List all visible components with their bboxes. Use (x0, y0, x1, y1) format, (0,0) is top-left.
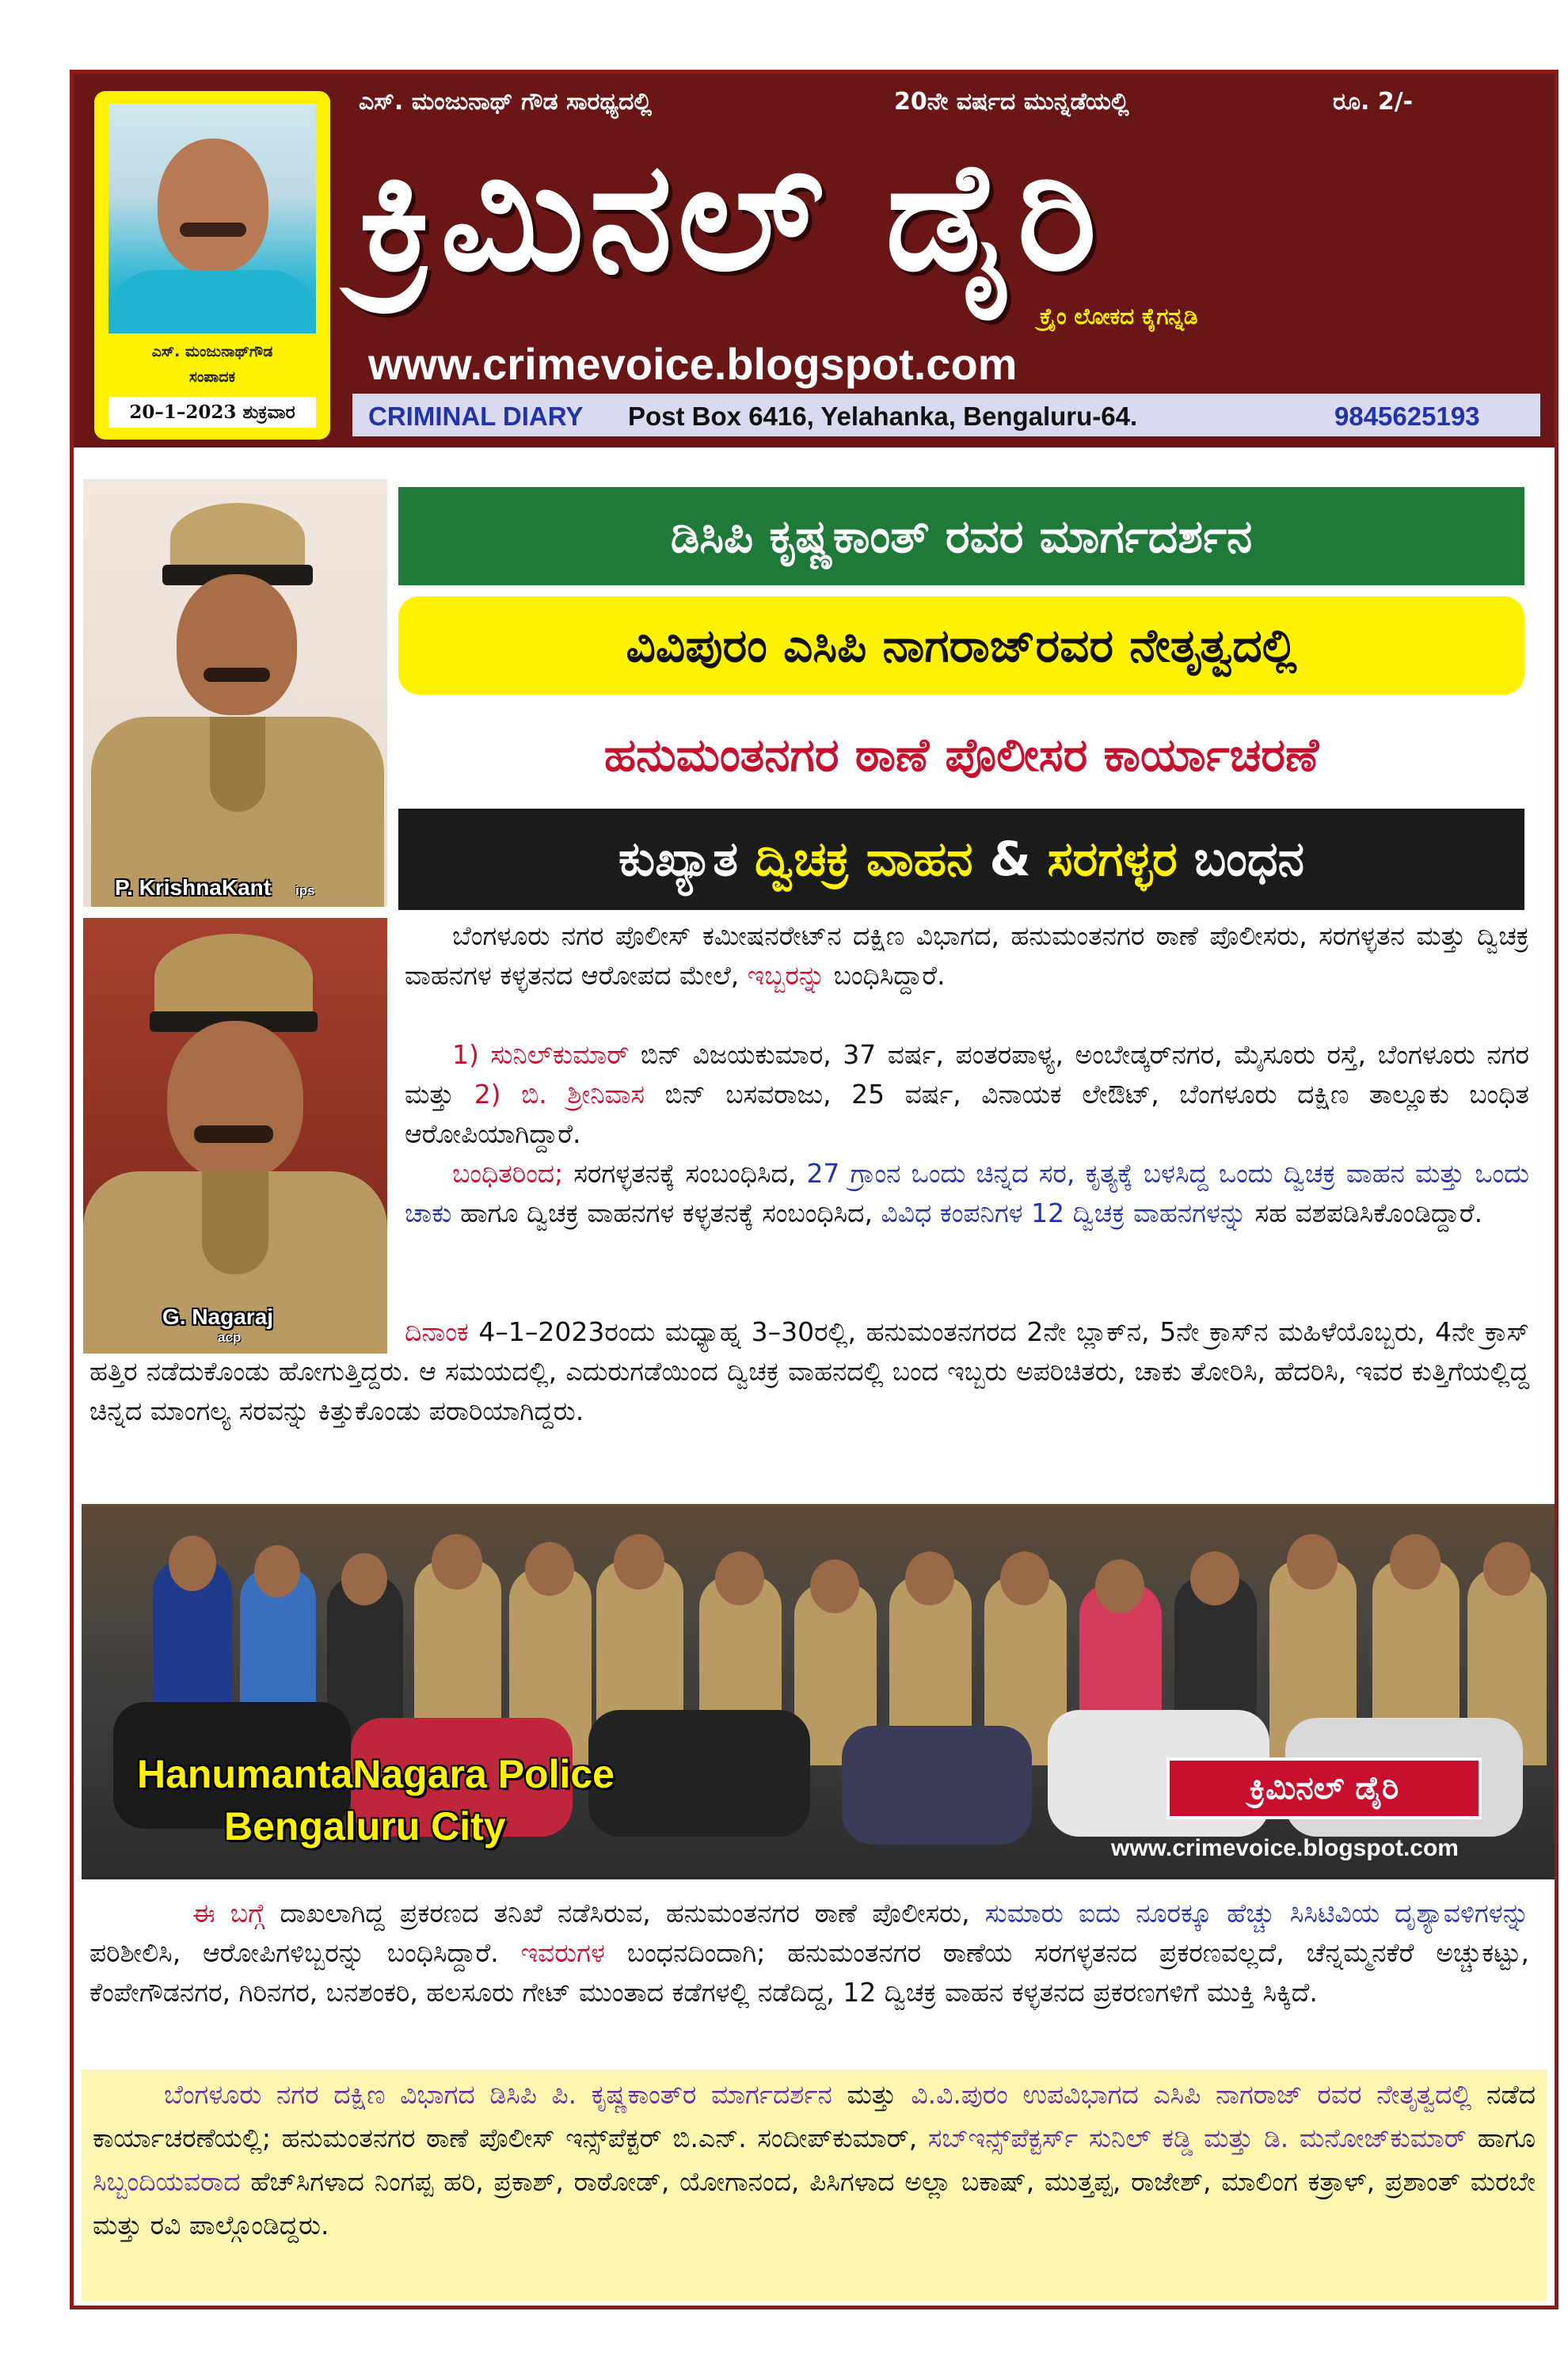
info-phone: 9845625193 (1334, 402, 1480, 431)
issue-date: 20–1–2023 ಶುಕ್ರವಾರ (108, 397, 316, 428)
headline-arrest-part2: ದ್ವಿಚಕ್ರ ವಾಹನ (754, 832, 973, 887)
portrait-dcp-suffix: ips (295, 883, 315, 898)
editor-card (94, 91, 330, 440)
photo-caption-2: Bengaluru City (224, 1804, 506, 1849)
price: ರೂ. 2/- (1333, 88, 1414, 116)
photo-caption-1: HanumantaNagara Police (137, 1752, 615, 1796)
masthead-url: www.crimevoice.blogspot.com (368, 339, 1018, 389)
photo-logo: ಕ್ರಿಮಿನಲ್ ಡೈರಿ (1166, 1757, 1482, 1819)
portrait-acp-suffix: acp (218, 1330, 242, 1345)
portrait-acp (83, 918, 387, 1354)
editor-photo (108, 104, 316, 333)
article-paragraph-1: ಬೆಂಗಳೂರು ನಗರ ಪೊಲೀಸ್ ಕಮೀಷನರೇಟ್‌ನ ದಕ್ಷಿಣ ವಿಭಾಗದ, ಹನುಮಂತನಗರ ಠಾಣೆ ಪೊಲೀಸರು, ಸರಗಳ್ಳತನ ಮತ್ತು ದ್ವಿಚಕ್ರ ವಾಹನಗಳ ಕಳ್ಳತನದ ಆರೋಪದ ಮೇಲೆ, ಇಬ್ಬರನ್ನು ಬಂಧಿಸಿದ್ದಾರೆ. (405, 920, 1529, 991)
masthead (74, 74, 1555, 447)
headline-arrest-amp: & (989, 832, 1031, 887)
credits-box: ಬೆಂಗಳೂರು ನಗರ ದಕ್ಷಿಣ ವಿಭಾಗದ ಡಿಸಿಪಿ ಪಿ. ಕೃಷ್ಣಕಾಂತ್‌ರ ಮಾರ್ಗದರ್ಶನ ಮತ್ತು ವಿ.ವಿ.ಪುರಂ ಉಪವಿಭಾಗದ ಎಸಿಪಿ ನಾಗರಾಜ್ ರವರ ನೇತೃತ್ವದಲ್ಲಿ ನಡೆದ ಕಾರ್ಯಾಚರಣೆಯಲ್ಲಿ; ಹನುಮಂತನಗರ ಠಾಣೆ ಪೊಲೀಸ್ ಇನ್ಸ್‌ಪೆಕ್ಟರ್ ಬಿ.ಎನ್. ಸಂದೀಪ್‌ಕುಮಾರ್, ಸಬ್‌ಇನ್ಸ್‌ಪೆಕ್ಟರ್ಸ್ ಸುನಿಲ್ ಕಡ್ಡಿ ಮತ್ತು ಡಿ. ಮನೋಜ್‌ಕುಮಾರ್ ಹಾಗೂ ಸಿಬ್ಬಂದಿಯವರಾದ ಹೆಚ್‌ಸಿಗಳಾದ ನಿಂಗಪ್ಪ ಹರಿ, ಪ್ರಕಾಶ್, ರಾಠೋಡ್, ಯೋಗಾನಂದ, ಪಿಸಿಗಳಾದ ಅಲ್ಲಾ ಬಕಾಷ್, ಮುತ್ತಪ್ಪ, ರಾಜೇಶ್, ಮಾಲಿಂಗ ಕತ್ರಾಳ್, ಪ್ರಶಾಂತ್ ಮರಬೇ ಮತ್ತು ರವಿ ಪಾಲ್ಗೊಂಡಿದ್ದರು. (82, 2069, 1547, 2301)
photo-url: www.crimevoice.blogspot.com (1111, 1835, 1459, 1861)
headline-arrest-part1: ಕುಖ್ಯಾತ (618, 832, 739, 887)
headline-acp: ವಿವಿಪುರಂ ಎಸಿಪಿ ನಾಗರಾಜ್‌ರವರ ನೇತೃತ್ವದಲ್ಲಿ (398, 596, 1524, 695)
article-paragraph-5: ಈ ಬಗ್ಗೆ ದಾಖಲಾಗಿದ್ದ ಪ್ರಕರಣದ ತನಿಖೆ ನಡೆಸಿರುವ, ಹನುಮಂತನಗರ ಠಾಣೆ ಪೊಲೀಸರು, ಸುಮಾರು ಐದು ನೂರಕ್ಕೂ ಹೆಚ್ಚು ಸಿಸಿಟಿವಿಯ ದೃಶ್ಯಾವಳಿಗಳನ್ನು ಪರಿಶೀಲಿಸಿ, ಆರೋಪಿಗಳಿಬ್ಬರನ್ನು ಬಂಧಿಸಿದ್ದಾರೆ. ಇವರುಗಳ ಬಂಧನದಿಂದಾಗಿ; ಹನುಮಂತನಗರ ಠಾಣೆಯ ಸರಗಳ್ಳತನದ ಪ್ರಕರಣವಲ್ಲದೆ, ಚೆನ್ನಮ್ಮನಕೆರೆ ಅಚ್ಚುಕಟ್ಟು, ಕೆಂಪೇಗೌಡನಗರ, ಗಿರಿನಗರ, ಬನಶಂಕರಿ, ಹಲಸೂರು ಗೇಟ್ ಮುಂತಾದ ಕಡೆಗಳಲ್ಲಿ ನಡೆದಿದ್ದ, 12 ದ್ವಿಚಕ್ರ ವಾಹನ ಕಳ್ಳತನದ ಪ್ರಕರಣಗಳಿಗೆ ಮುಕ್ತಿ ಸಿಕ್ಕಿದೆ. (89, 1898, 1529, 2008)
info-bar (352, 394, 1540, 436)
article-paragraph-3: ಬಂಧಿತರಿಂದ; ಸರಗಳ್ಳತನಕ್ಕೆ ಸಂಬಂಧಿಸಿದ, 27 ಗ್ರಾಂನ ಒಂದು ಚಿನ್ನದ ಸರ, ಕೃತ್ಯಕ್ಕೆ ಬಳಸಿದ್ದ ಒಂದು ದ್ವಿಚಕ್ರ ವಾಹನ ಮತ್ತು ಒಂದು ಚಾಕು ಹಾಗೂ ದ್ವಿಚಕ್ರ ವಾಹನಗಳ ಕಳ್ಳತನಕ್ಕೆ ಸಂಬಂಧಿಸಿದ, ವಿವಿಧ ಕಂಪನಿಗಳ 12 ದ್ವಿಚಕ್ರ ವಾಹನಗಳನ್ನು ಸಹ ವಶಪಡಿಸಿಕೊಂಡಿದ್ದಾರೆ. (405, 1158, 1529, 1228)
info-name: CRIMINAL DIARY (368, 402, 584, 431)
headline-arrest (398, 809, 1524, 910)
portrait-acp-label: G. Nagaraj (162, 1304, 274, 1329)
newspaper-page (70, 70, 1558, 2309)
portrait-dcp (83, 479, 387, 907)
headline-arrest-part3: ಸರಗಳ್ಳರ (1047, 832, 1178, 887)
editor-role: ಸಂಪಾದಕ (188, 368, 236, 386)
headline-arrest-part4: ಬಂಧನ (1193, 832, 1304, 887)
article-paragraph-2: 1) ಸುನಿಲ್‌ಕುಮಾರ್ ಬಿನ್ ವಿಜಯಕುಮಾರ, 37 ವರ್ಷ, ಪಂತರಪಾಳ್ಯ, ಅಂಬೇಡ್ಕರ್‌ನಗರ, ಮೈಸೂರು ರಸ್ತೆ, ಬೆಂಗಳೂರು ನಗರ ಮತ್ತು 2) ಬಿ. ಶ್ರೀನಿವಾಸ ಬಿನ್ ಬಸವರಾಜು, 25 ವರ್ಷ, ವಿನಾಯಕ ಲೇಔಟ್, ಬೆಂಗಳೂರು ದಕ್ಷಿಣ ತಾಲ್ಲೂಕು ಬಂಧಿತ ಆರೋಪಿಯಾಗಿದ್ದಾರೆ. (405, 1039, 1530, 1149)
tagline-mid: 20ನೇ ವರ್ಷದ ಮುನ್ನಡೆಯಲ್ಲಿ (894, 88, 1129, 116)
group-photo (82, 1504, 1555, 1879)
article-paragraph-4: ದಿನಾಂಕ 4–1–2023ರಂದು ಮಧ್ಯಾಹ್ನ 3–30ರಲ್ಲಿ, ಹನುಮಂತನಗರದ 2ನೇ ಬ್ಲಾಕ್‌ನ, 5ನೇ ಕ್ರಾಸ್‌ನ ಮಹಿಳೆಯೊಬ್ಬರು, 4ನೇ ಕ್ರಾಸ್ ಹತ್ತಿರ ನಡೆದುಕೊಂಡು ಹೋಗುತ್ತಿದ್ದರು. ಆ ಸಮಯದಲ್ಲಿ, ಎದುರುಗಡೆಯಿಂದ ದ್ವಿಚಕ್ರ ವಾಹನದಲ್ಲಿ ಬಂದ ಇಬ್ಬರು ಅಪರಿಚಿತರು, ಚಾಕು ತೋರಿಸಿ, ಹೆದರಿಸಿ, ಇವರ ಕುತ್ತಿಗೆಯಲ್ಲಿದ್ದ ಚಿನ್ನದ ಮಾಂಗಲ್ಯ ಸರವನ್ನು ಕಿತ್ತುಕೊಂಡು ಪರಾರಿಯಾಗಿದ್ದರು. (89, 1316, 1529, 1426)
masthead-title: ಕ್ರಿಮಿನಲ್ ಡೈರಿ (359, 129, 1102, 304)
editor-name: ಎಸ್. ಮಂಜುನಾಥ್‌ಗೌಡ (151, 343, 273, 360)
headline-station: ಹನುಮಂತನಗರ ಠಾಣೆ ಪೊಲೀಸರ ಕಾರ್ಯಾಚರಣೆ (398, 707, 1524, 802)
masthead-subtitle: ಕ್ರೈಂ ಲೋಕದ ಕೈಗನ್ನಡಿ (1040, 303, 1198, 329)
headline-dcp: ಡಿಸಿಪಿ ಕೃಷ್ಣಕಾಂತ್ ರವರ ಮಾರ್ಗದರ್ಶನ (398, 487, 1524, 585)
info-address: Post Box 6416, Yelahanka, Bengaluru-64. (628, 402, 1138, 431)
portrait-dcp-label: P. KrishnaKant (115, 875, 272, 900)
tagline-left: ಎಸ್. ಮಂಜುನಾಥ್ ಗೌಡ ಸಾರಥ್ಯದಲ್ಲಿ (359, 88, 652, 116)
